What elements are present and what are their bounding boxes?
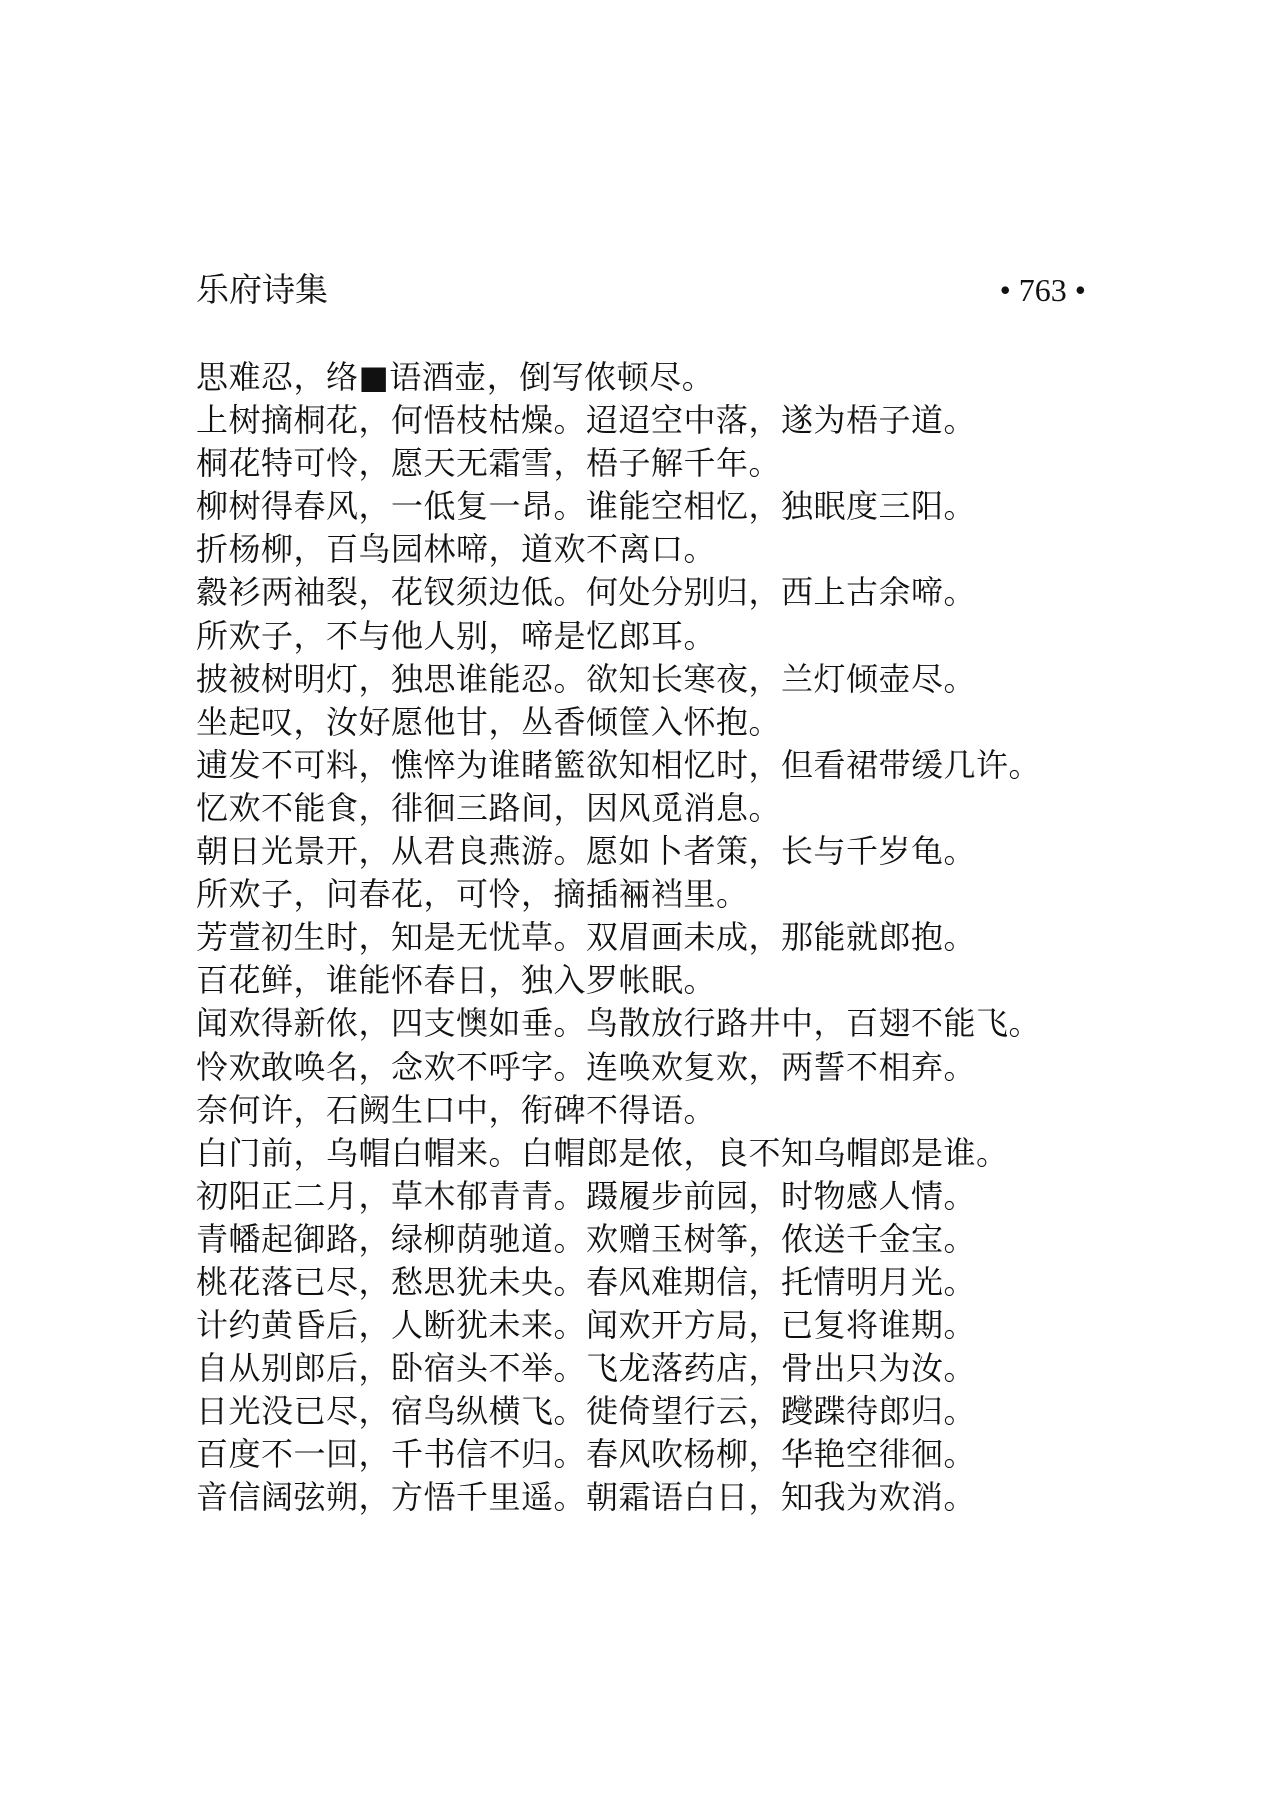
poem-line: 百度不一回，千书信不归。春风吹杨柳，华艳空徘徊。 bbox=[196, 1435, 977, 1474]
poem-line: 縠衫两袖裂，花钗须边低。何处分别归，西上古余啼。 bbox=[196, 573, 977, 612]
poem-line: 桃花落已尽，愁思犹未央。春风难期信，托情明月光。 bbox=[196, 1262, 977, 1301]
poem-line: 音信阔弦朔，方悟千里遥。朝霜语白日，知我为欢消。 bbox=[196, 1478, 977, 1517]
poem-line: 奈何许，石阙生口中，衔碑不得语。 bbox=[196, 1090, 717, 1129]
poem-line: 所欢子，问春花，可怜，摘插裲裆里。 bbox=[196, 875, 749, 914]
poem-line: 计约黄昏后，人断犹未来。闻欢开方局，已复将谁期。 bbox=[196, 1306, 977, 1345]
poem-line: 百花鲜，谁能怀春日，独入罗帐眠。 bbox=[196, 961, 717, 1000]
poem-line: 怜欢敢唤名，念欢不呼字。连唤欢复欢，两誓不相弃。 bbox=[196, 1047, 977, 1086]
poem-line: 白门前，乌帽白帽来。白帽郎是侬，良不知乌帽郎是谁。 bbox=[196, 1133, 1009, 1172]
poem-line: 所欢子，不与他人别，啼是忆郎耳。 bbox=[196, 616, 717, 655]
book-title: 乐府诗集 bbox=[196, 270, 328, 309]
poem-line: 披被树明灯，独思谁能忍。欲知长寒夜，兰灯倾壶尽。 bbox=[196, 659, 977, 698]
poem-line: 上树摘桐花，何悟枝枯燥。迢迢空中落，遂为梧子道。 bbox=[196, 401, 977, 440]
poem-line: 闻欢得新侬，四支懊如垂。鸟散放行路井中，百翅不能飞。 bbox=[196, 1004, 1042, 1043]
poem-line: 日光没已尽，宿鸟纵横飞。徙倚望行云，躞蹀待郎归。 bbox=[196, 1392, 977, 1431]
poem-text bbox=[196, 356, 1096, 1520]
poem-line: 芳萱初生时，知是无忧草。双眉画未成，那能就郎抱。 bbox=[196, 918, 977, 957]
poem-line: 折杨柳，百鸟园林啼，道欢不离口。 bbox=[196, 530, 717, 569]
poem-line: 初阳正二月，草木郁青青。蹑履步前园，时物感人情。 bbox=[196, 1176, 977, 1215]
poem-line: 自从别郎后，卧宿头不举。飞龙落药店，骨出只为汝。 bbox=[196, 1349, 977, 1388]
poem-line: 逋发不可料，憔悴为谁睹籃欲知相忆时，但看裙带缓几许。 bbox=[196, 745, 1042, 784]
poem-line: 朝日光景开，从君良燕游。愿如卜者策，长与千岁龟。 bbox=[196, 832, 977, 871]
poem-line: 思难忍，络■语酒壶，倒写侬顿尽。 bbox=[196, 358, 715, 396]
poem-line: 忆欢不能食，徘徊三路间，因风觅消息。 bbox=[196, 788, 782, 827]
page-number: • 763 • bbox=[999, 272, 1086, 308]
poem-line: 青幡起御路，绿柳荫驰道。欢赠玉树筝，侬送千金宝。 bbox=[196, 1219, 977, 1258]
poem-line: 桐花特可怜，愿天无霜雪，梧子解千年。 bbox=[196, 444, 782, 483]
poem-line: 柳树得春风，一低复一昂。谁能空相忆，独眠度三阳。 bbox=[196, 487, 977, 526]
poem-line: 坐起叹，汝好愿他甘，丛香倾筐入怀抱。 bbox=[196, 702, 782, 741]
running-head bbox=[196, 268, 1086, 312]
